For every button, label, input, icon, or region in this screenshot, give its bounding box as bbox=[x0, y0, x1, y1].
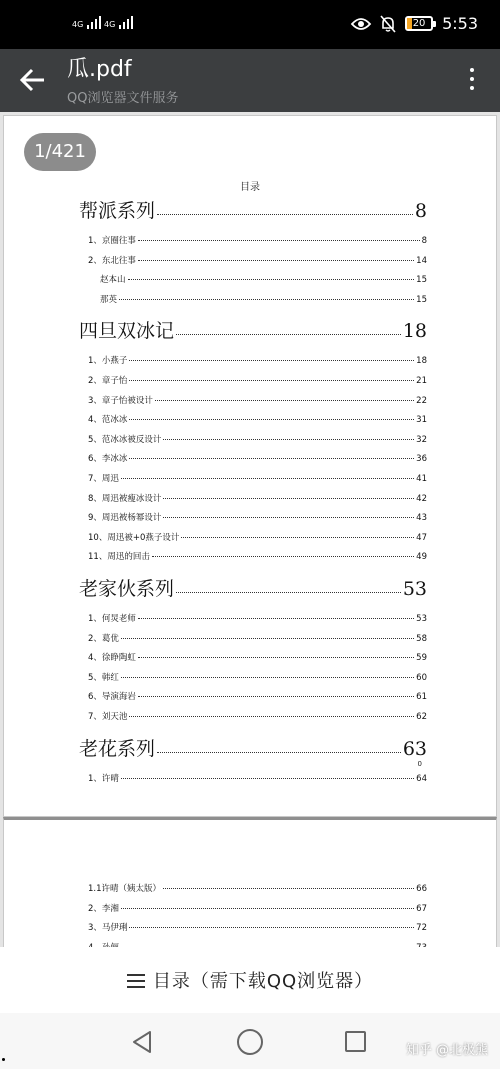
toc-entry-page: 67 bbox=[416, 903, 427, 914]
toc-entry-title: 2、章子怡 bbox=[88, 376, 128, 386]
toc-entry-row[interactable] bbox=[88, 651, 427, 663]
toc-entry-title: 老花系列 bbox=[79, 737, 156, 760]
toc-entry-row[interactable] bbox=[88, 671, 427, 683]
toc-leader-dots bbox=[138, 240, 420, 241]
toc-leader-dots bbox=[129, 360, 414, 361]
toc-leader-dots bbox=[163, 517, 414, 518]
toc-entry-row[interactable] bbox=[88, 612, 427, 624]
toc-entry-row[interactable] bbox=[88, 492, 427, 504]
battery-level: 20 bbox=[412, 18, 426, 29]
toc-leader-dots bbox=[121, 778, 414, 779]
toc-entry-row[interactable] bbox=[88, 690, 427, 702]
edge-dot bbox=[2, 1058, 5, 1061]
toc-entry-page: 53 bbox=[416, 614, 427, 624]
back-arrow-icon[interactable] bbox=[18, 65, 48, 95]
toc-entry-title: 四旦双冰记 bbox=[79, 320, 175, 343]
toc-entry-title: 1.1许晴（姨太版） bbox=[88, 884, 162, 894]
toc-entry-row[interactable] bbox=[88, 234, 427, 246]
nav-recents-icon[interactable] bbox=[345, 1031, 366, 1052]
toc-section-row[interactable] bbox=[79, 316, 427, 343]
toc-section-row[interactable] bbox=[79, 574, 427, 601]
toc-entry-page: 8 bbox=[414, 200, 427, 222]
toc-entry-row[interactable] bbox=[88, 902, 427, 914]
toc-entry-row[interactable] bbox=[88, 452, 427, 464]
toc-entry-row[interactable] bbox=[88, 374, 427, 386]
watermark: 知乎 @北极熊 bbox=[405, 1043, 488, 1058]
toc-entry-row[interactable] bbox=[88, 772, 427, 784]
list-icon bbox=[127, 974, 145, 988]
toc-leader-dots bbox=[121, 638, 414, 639]
toc-entry-title: 6、导演海岩 bbox=[88, 692, 136, 703]
toc-entry-title: 3、马伊琍 bbox=[88, 923, 128, 934]
toc-leader-dots bbox=[163, 888, 414, 889]
toc-entry-page: 61 bbox=[416, 692, 427, 703]
sim2-network-label: 4G bbox=[104, 20, 116, 29]
toc-entry-title: 那英 bbox=[100, 294, 118, 305]
toc-entry-row[interactable] bbox=[88, 921, 427, 933]
toc-entry-title: 2、李湘 bbox=[88, 903, 119, 914]
toc-leader-dots bbox=[129, 716, 414, 717]
signal-icon bbox=[104, 16, 133, 29]
toc-leader-dots bbox=[157, 214, 413, 215]
toc-entry-page: 21 bbox=[416, 376, 427, 386]
pdf-page bbox=[3, 817, 497, 957]
toc-leader-dots bbox=[155, 400, 414, 401]
toc-entry-page: 72 bbox=[416, 923, 427, 934]
toc-leader-dots bbox=[121, 478, 414, 479]
toc-entry-title: 2、东北往事 bbox=[88, 255, 136, 266]
toc-entry-page: 36 bbox=[416, 454, 427, 465]
bottom-bar bbox=[0, 947, 500, 1013]
toc-leader-dots bbox=[138, 696, 414, 697]
toc-entry-title: 4、范冰冰 bbox=[88, 415, 128, 426]
toc-entry-row[interactable] bbox=[88, 413, 427, 425]
toc-entry-page: 22 bbox=[416, 395, 427, 406]
toc-leader-dots bbox=[121, 908, 414, 909]
toc-entry-row[interactable] bbox=[88, 882, 427, 894]
toc-entry-page: 15 bbox=[416, 294, 427, 305]
toc-entry-page: 32 bbox=[416, 434, 427, 445]
toc-leader-dots bbox=[176, 334, 401, 335]
toc-entry-row[interactable] bbox=[88, 710, 427, 722]
toc-entry-title: 帮派系列 bbox=[79, 200, 156, 222]
toc-entry-page: 42 bbox=[416, 493, 427, 504]
toc-entry-page: 8 bbox=[421, 236, 427, 246]
more-vert-icon[interactable] bbox=[468, 65, 476, 95]
toc-entry-title: 3、章子怡被设计 bbox=[88, 395, 153, 406]
toc-leader-dots bbox=[129, 419, 414, 420]
toc-entry-title: 赵本山 bbox=[100, 275, 126, 286]
document-title: 瓜.pdf bbox=[67, 57, 132, 82]
toc-entry-title: 4、徐睁陶虹 bbox=[88, 653, 136, 664]
toc-entry-row[interactable] bbox=[88, 354, 427, 366]
toc-button[interactable] bbox=[0, 967, 500, 993]
toc-entry-row[interactable] bbox=[88, 394, 427, 406]
toc-entry-title: 1、许晴 bbox=[88, 773, 119, 784]
toc-entry-row[interactable] bbox=[88, 632, 427, 644]
toc-leader-dots bbox=[163, 498, 414, 499]
toc-entry-title: 8、周迅被瘦冰设计 bbox=[88, 493, 162, 504]
toc-entry-row[interactable] bbox=[88, 433, 427, 445]
toc-entry-page: 62 bbox=[416, 712, 427, 722]
nav-home-icon[interactable] bbox=[237, 1029, 263, 1055]
toc-leader-dots bbox=[138, 260, 414, 261]
toc-leader-dots bbox=[138, 618, 414, 619]
mute-bell-icon bbox=[380, 15, 396, 33]
toc-leader-dots bbox=[163, 439, 414, 440]
toc-entry-page: 18 bbox=[416, 356, 427, 367]
toc-entry-row[interactable] bbox=[100, 293, 427, 305]
toc-leader-dots bbox=[128, 279, 415, 280]
toc-entry-title: 1、京圈往事 bbox=[88, 236, 136, 246]
eye-comfort-icon bbox=[351, 17, 371, 31]
toc-entry-title: 7、周迅 bbox=[88, 474, 119, 484]
page-indicator: 1/421 bbox=[24, 133, 96, 171]
toc-entry-title: 老家伙系列 bbox=[79, 578, 175, 600]
toc-entry-row[interactable] bbox=[88, 511, 427, 523]
toc-entry-row[interactable] bbox=[88, 254, 427, 266]
toc-leader-dots bbox=[157, 752, 401, 753]
toc-leader-dots bbox=[129, 380, 414, 381]
clock: 5:53 bbox=[442, 14, 478, 33]
toc-entry-page: 47 bbox=[416, 532, 427, 543]
toc-entry-row[interactable] bbox=[88, 531, 427, 543]
toc-entry-title: 9、周迅被杨幂设计 bbox=[88, 513, 162, 524]
toc-leader-dots bbox=[152, 556, 414, 557]
toc-entry-page: 60 bbox=[416, 672, 427, 683]
status-bar bbox=[0, 0, 500, 49]
toc-entry-page: 14 bbox=[416, 255, 427, 266]
nav-back-icon[interactable] bbox=[130, 1030, 154, 1054]
toc-entry-page: 63 bbox=[402, 737, 427, 760]
toc-leader-dots bbox=[119, 299, 414, 300]
toc-entry-title: 10、周迅被+0燕子设计 bbox=[88, 532, 180, 543]
system-nav-bar bbox=[0, 1013, 500, 1069]
toc-leader-dots bbox=[129, 927, 414, 928]
toc-entry-title: 6、李冰冰 bbox=[88, 454, 128, 465]
toc-button-label: 目录（需下载QQ浏览器） bbox=[152, 971, 374, 992]
toc-leader-dots bbox=[176, 592, 401, 593]
toc-entry-page: 58 bbox=[416, 633, 427, 644]
toc-leader-dots bbox=[138, 657, 414, 658]
toc-heading: 目录 bbox=[240, 182, 260, 193]
toc-entry-page: 18 bbox=[402, 320, 427, 343]
toc-entry-title: 5、韩红 bbox=[88, 672, 119, 683]
toc-leader-dots bbox=[181, 537, 414, 538]
toc-entry-row[interactable] bbox=[88, 550, 427, 562]
sim1-network-label: 4G bbox=[72, 20, 84, 29]
toc-entry-title: 5、范冰冰被反设计 bbox=[88, 434, 162, 445]
pdf-viewer[interactable] bbox=[0, 112, 500, 947]
toc-entry-page: 31 bbox=[416, 415, 427, 426]
toc-entry-row[interactable] bbox=[100, 273, 427, 285]
toc-entry-page: 49 bbox=[416, 552, 427, 563]
toc-entry-page: 59 bbox=[416, 653, 427, 664]
app-bar bbox=[0, 49, 500, 112]
toc-section-row[interactable] bbox=[79, 734, 427, 761]
toc-entry-page: 15 bbox=[416, 275, 427, 286]
toc-entry-title: 11、周迅的回击 bbox=[88, 552, 150, 563]
toc-section-row[interactable] bbox=[79, 196, 427, 223]
toc-entry-page: 64 bbox=[416, 773, 427, 784]
toc-entry-title: 1、何炅老师 bbox=[88, 614, 136, 624]
toc-entry-title: 7、刘天池 bbox=[88, 712, 128, 722]
toc-entry-row[interactable] bbox=[88, 472, 427, 484]
toc-entry-page: 43 bbox=[416, 513, 427, 524]
battery-icon bbox=[405, 16, 433, 31]
pdf-page bbox=[3, 115, 497, 817]
toc-leader-dots bbox=[129, 458, 414, 459]
signal-icon bbox=[72, 16, 101, 29]
document-subtitle: QQ浏览器文件服务 bbox=[67, 91, 179, 106]
toc-entry-title: 1、小燕子 bbox=[88, 356, 128, 367]
toc-entry-page: 41 bbox=[416, 474, 427, 484]
toc-entry-title: 2、葛优 bbox=[88, 633, 119, 644]
toc-leader-dots bbox=[121, 677, 414, 678]
toc-entry-page: 53 bbox=[402, 578, 427, 600]
toc-entry-page: 66 bbox=[416, 884, 427, 894]
page-footer-number: 0 bbox=[417, 760, 422, 768]
